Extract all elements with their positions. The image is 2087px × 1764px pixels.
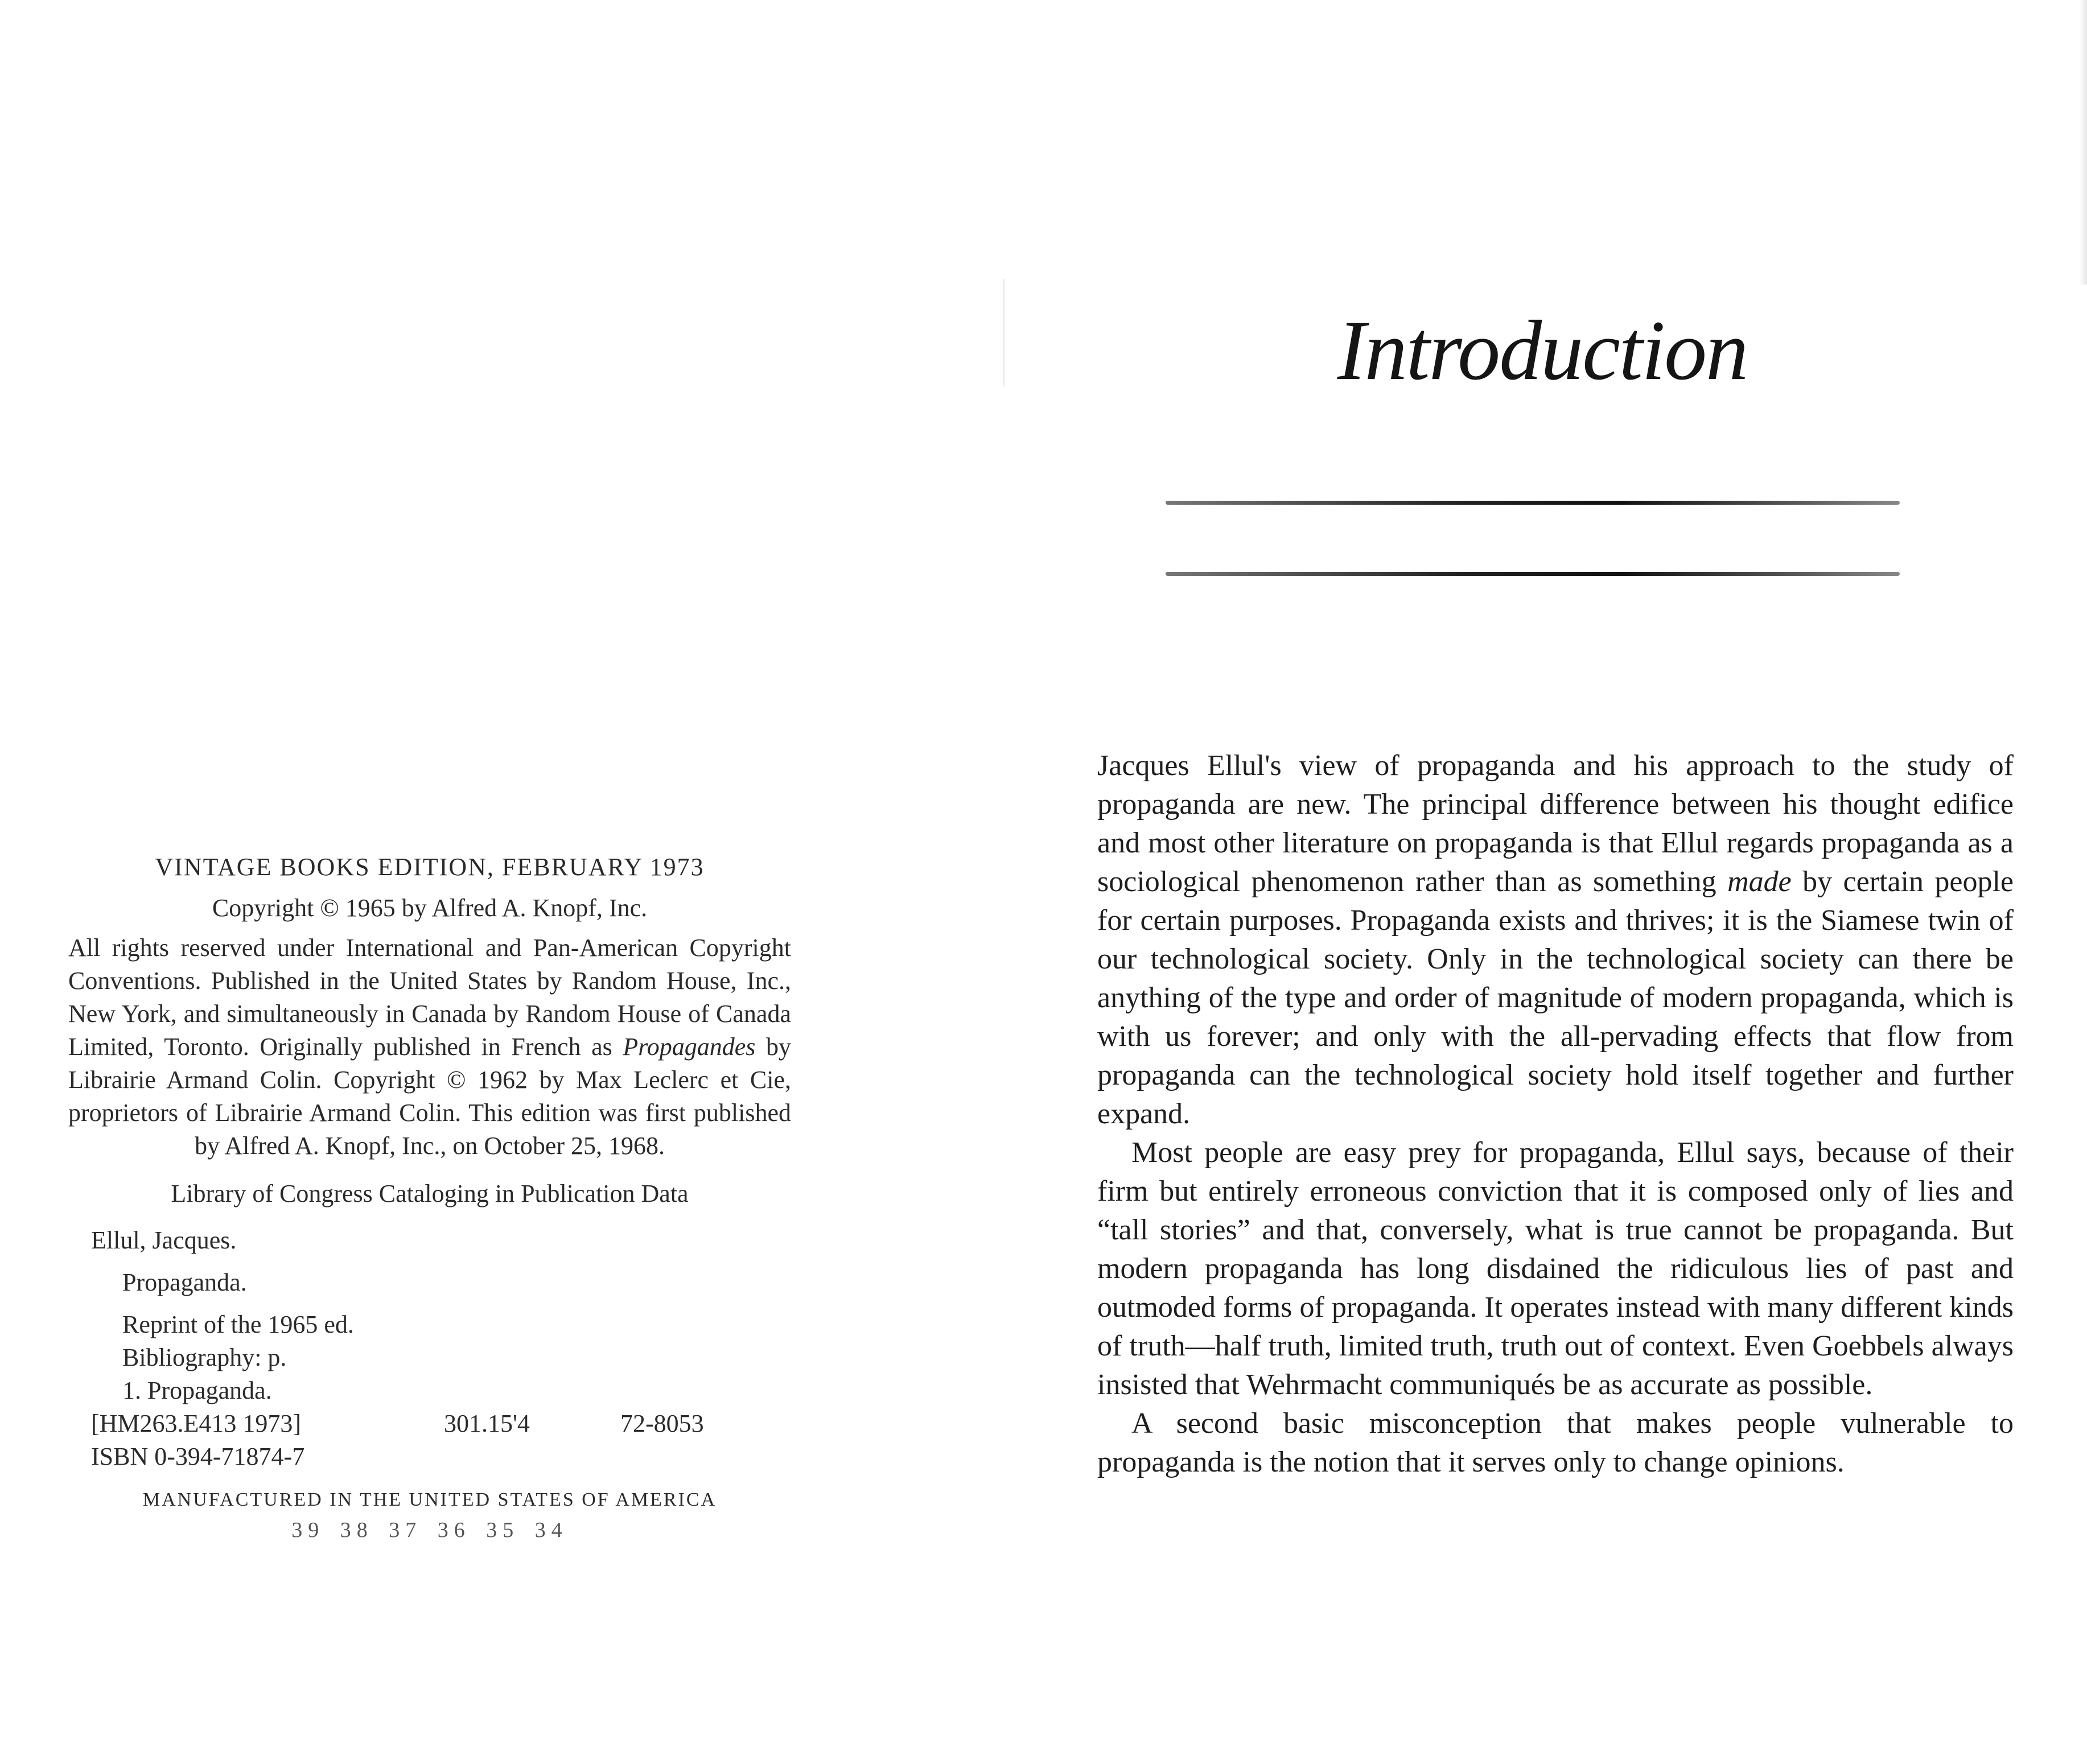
emphasis-made: made xyxy=(1727,865,1792,898)
cip-reprint: Reprint of the 1965 ed. xyxy=(122,1310,354,1338)
rights-statement xyxy=(68,932,791,1163)
rights-text-1: All rights reserved under International and Pan-American Copyright Conventions. Published in the United States by Random House, Inc., New York, and simultaneously in Canada by Random House of Canada Limited, Toronto. Originally published in French as xyxy=(68,934,791,1061)
lccn: 72-8053 xyxy=(620,1409,704,1437)
cip-subject: 1. Propaganda. xyxy=(122,1376,272,1404)
paragraph-3: A second basic misconception that makes people vulnerable to propaganda is the notion that it serves only to change opinions. xyxy=(1097,1407,2014,1478)
paragraph-1-text-b: by certain people for certain purposes. Propaganda exists and thrives; it is the Siamese twin of our technological society. Only in the technological society can there be anything of the type and order of magnitude of modern propaganda, which is with us forever; and only with the all-pervading effects that flow from propaganda can the technological society hold itself together and further expand. xyxy=(1097,865,2014,1130)
manufactured-line: MANUFACTURED IN THE UNITED STATES OF AMERICA xyxy=(142,1489,717,1510)
cip-title: Propaganda. xyxy=(122,1268,247,1296)
title-rule-bottom xyxy=(1166,572,1900,576)
title-rule-top xyxy=(1166,501,1900,505)
cip-heading: Library of Congress Cataloging in Publication Data xyxy=(171,1180,689,1207)
paragraph-2: Most people are easy prey for propaganda, Ellul says, because of their firm but entirely erroneous conviction that it is composed only of lies and “tall stories” and that, conversely, what is true cannot be propaganda. But modern propaganda has long disdained the ridiculous lies of past and outmoded forms of propaganda. It operates instead with many different kinds of truth—half truth, limited truth, truth out of context. Even Goebbels always insisted that Wehrmacht communiqués be as accurate as possible. xyxy=(1097,1136,2014,1401)
gutter-fold xyxy=(1003,279,1005,387)
paragraph-1-text-a: Jacques Ellul's view of propaganda and his approach to the study of propaganda are new. The principal difference between his thought edifice and most other literature on propaganda is that Ellul regards propaganda as a sociological phenomenon rather than as something xyxy=(1097,749,2014,898)
printing-numbers: 39 38 37 36 35 34 xyxy=(291,1518,568,1542)
cip-bibliography: Bibliography: p. xyxy=(122,1343,287,1371)
introduction-text xyxy=(1097,747,2014,1482)
rights-text-2: by Librairie Armand Colin. Copyright © 1962 by Max Leclerc et Cie, proprietors of Librairie Armand Colin. This edition was first published by Alfred A. Knopf, Inc., on October 25, 1968. xyxy=(68,1033,791,1160)
copyright-page xyxy=(68,851,791,1546)
copyright-line: Copyright © 1965 by Alfred A. Knopf, Inc. xyxy=(212,894,648,922)
call-number: [HM263.E413 1973] xyxy=(91,1409,302,1437)
paragraph-1 xyxy=(1097,747,2014,1134)
isbn: ISBN 0-394-71874-7 xyxy=(91,1442,305,1470)
page-edge-shadow xyxy=(2080,0,2087,285)
original-title: Propagandes xyxy=(623,1033,756,1061)
cip-classification xyxy=(68,1407,791,1440)
chapter-title: Introduction xyxy=(1337,303,1748,398)
dewey-number: 301.15'4 xyxy=(444,1409,530,1437)
cip-block xyxy=(68,1224,791,1473)
cip-author: Ellul, Jacques. xyxy=(91,1226,237,1254)
edition-line: VINTAGE BOOKS EDITION, FEBRUARY 1973 xyxy=(155,853,705,881)
